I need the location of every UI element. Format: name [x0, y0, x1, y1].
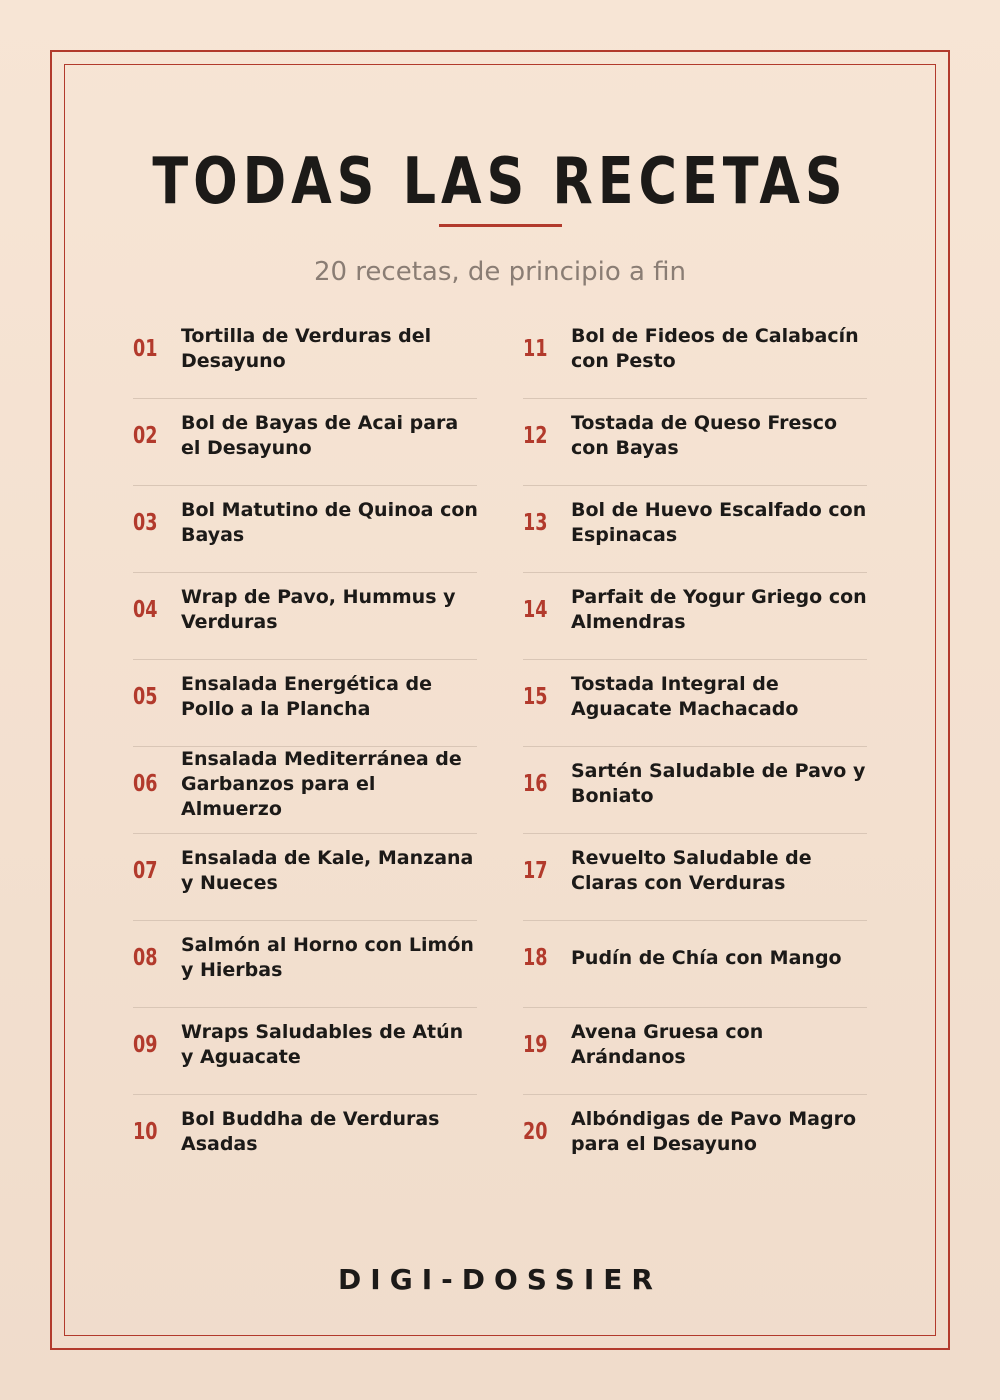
recipe-item — [523, 834, 867, 921]
recipe-name: Bol Buddha de Verduras Asadas — [181, 1108, 440, 1155]
recipe-item — [133, 312, 477, 399]
recipe-name: Albóndigas de Pavo Magro para el Desayuno — [571, 1108, 856, 1155]
recipe-item — [133, 834, 477, 921]
recipe-name: Revuelto Saludable de Claras con Verduras — [571, 847, 812, 894]
recipe-name: Ensalada Energética de Pollo a la Plancha — [181, 673, 433, 720]
recipe-item — [133, 921, 477, 1008]
recipe-number: 12 — [523, 423, 548, 449]
recipe-number: 09 — [133, 1032, 158, 1058]
recipe-name: Avena Gruesa con Arándanos — [571, 1021, 764, 1068]
recipe-number: 03 — [133, 510, 158, 536]
recipe-number: 01 — [133, 336, 158, 362]
recipe-name: Bol Matutino de Quinoa con Bayas — [181, 499, 478, 546]
recipe-name: Salmón al Horno con Limón y Hierbas — [181, 934, 474, 981]
recipe-item — [133, 486, 477, 573]
recipe-number: 18 — [523, 945, 548, 971]
recipe-item — [133, 573, 477, 660]
recipe-name: Parfait de Yogur Griego con Almendras — [571, 586, 867, 633]
recipe-item — [523, 921, 867, 1008]
page-title: TODAS LAS RECETAS — [152, 145, 848, 219]
recipe-name: Ensalada de Kale, Manzana y Nueces — [181, 847, 474, 894]
recipe-item — [523, 573, 867, 660]
recipe-number: 15 — [523, 684, 548, 710]
recipe-number: 10 — [133, 1119, 158, 1145]
recipe-number: 19 — [523, 1032, 548, 1058]
recipe-item — [133, 660, 477, 747]
recipe-number: 06 — [133, 771, 158, 797]
recipe-name: Tostada de Queso Fresco con Bayas — [571, 412, 838, 459]
recipe-name: Wrap de Pavo, Hummus y Verduras — [181, 586, 456, 633]
recipe-name: Bol de Bayas de Acai para el Desayuno — [181, 412, 459, 459]
recipe-number: 14 — [523, 597, 548, 623]
page-subtitle: 20 recetas, de principio a fin — [313, 257, 687, 287]
recipe-number: 05 — [133, 684, 158, 710]
recipe-item — [523, 747, 867, 834]
recipe-name: Tortilla de Verduras del Desayuno — [181, 325, 432, 372]
recipe-name: Ensalada Mediterránea de Garbanzos para el Almuerzo — [181, 747, 462, 820]
recipe-number: 11 — [523, 336, 548, 362]
brand-footer: DIGI-DOSSIER — [338, 1263, 662, 1296]
recipe-number: 20 — [523, 1119, 548, 1145]
recipe-number: 17 — [523, 858, 548, 884]
recipe-name: Wraps Saludables de Atún y Aguacate — [181, 1021, 464, 1068]
recipe-name: Pudín de Chía con Mango — [571, 946, 842, 969]
recipe-item — [133, 399, 477, 486]
recipe-item — [523, 1008, 867, 1095]
recipe-number: 16 — [523, 771, 548, 797]
recipe-item — [523, 660, 867, 747]
recipe-item — [523, 399, 867, 486]
recipe-item — [523, 312, 867, 399]
recipe-item — [133, 1008, 477, 1095]
recipe-item — [523, 486, 867, 573]
recipe-item — [523, 1095, 867, 1181]
recipe-number: 07 — [133, 858, 158, 884]
recipe-number: 08 — [133, 945, 158, 971]
title-underline — [439, 224, 562, 227]
recipe-name: Tostada Integral de Aguacate Machacado — [571, 673, 799, 720]
recipe-name: Bol de Huevo Escalfado con Espinacas — [571, 499, 867, 546]
recipe-name: Sartén Saludable de Pavo y Boniato — [571, 760, 866, 807]
recipe-item — [133, 1095, 477, 1181]
recipe-number: 02 — [133, 423, 158, 449]
recipe-number: 04 — [133, 597, 158, 623]
recipe-number: 13 — [523, 510, 548, 536]
recipe-item — [133, 747, 477, 834]
recipe-name: Bol de Fideos de Calabacín con Pesto — [571, 325, 859, 372]
recipe-list-left — [133, 312, 477, 1181]
recipe-list-right — [523, 312, 867, 1181]
